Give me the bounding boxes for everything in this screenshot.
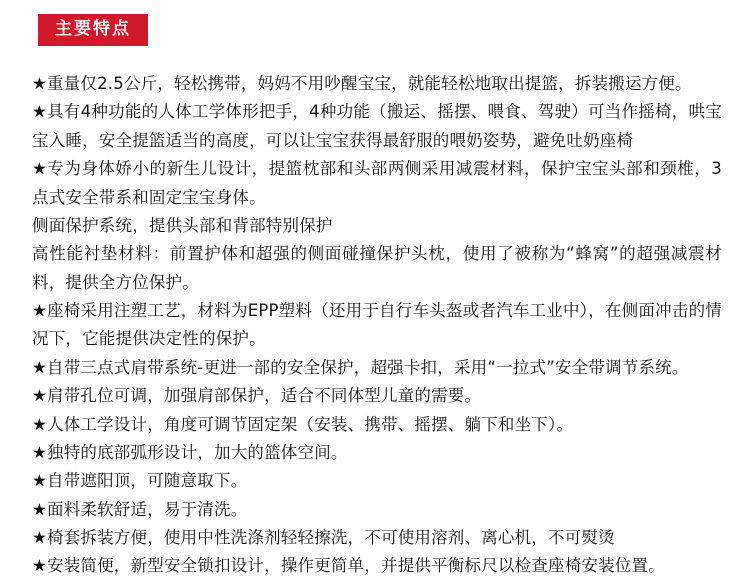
feature-line-marker: ★ <box>32 499 47 519</box>
feature-line-marker: ★ <box>32 357 47 377</box>
feature-line-marker: ★ <box>32 386 47 406</box>
feature-line-text: 安装简便，新型安全锁扣设计，操作更简单，并提供平衡标尺以检查座椅安装位置。 <box>47 556 665 576</box>
feature-line <box>32 467 722 495</box>
feature-line-marker: ★ <box>32 301 48 320</box>
feature-line-text: 人体工学设计，角度可调节固定架（安装、携带、摇摆、躺下和坐下）。 <box>47 414 574 434</box>
section-title-badge: 主要特点 <box>38 14 148 46</box>
feature-line <box>32 155 722 212</box>
feature-line-text: 面料柔软舒适，易于清洗。 <box>47 499 248 519</box>
feature-line-marker: ★ <box>32 556 47 576</box>
feature-line-marker: ★ <box>32 159 48 179</box>
feature-line-text: 椅套拆装方便，使用中性洗涤剂轻轻擦洗，不可使用溶剂、离心机，不可熨烫 <box>47 528 615 547</box>
feature-line-text: 独特的底部弧形设计，加大的篮体空间。 <box>47 442 348 462</box>
feature-line <box>32 354 722 382</box>
feature-line-marker: ★ <box>32 74 47 93</box>
feature-line-text: 肩带孔位可调，加强肩部保护，适合不同体型儿童的需要。 <box>47 386 482 406</box>
feature-line-text: 侧面保护系统，提供头部和背部特别保护 <box>32 215 333 235</box>
feature-line-text: 具有4种功能的人体工学体形把手，4种功能（搬运、摇摆、喂食、驾驶）可当作摇椅，哄宝宝入睡，安全提篮适当的高度，可以让宝宝获得最舒服的喂奶姿势，避免吐奶座椅 <box>32 102 722 150</box>
feature-line <box>32 382 722 410</box>
header <box>0 0 750 46</box>
feature-line <box>32 212 722 240</box>
feature-line <box>32 411 722 439</box>
feature-line-marker: ★ <box>32 471 47 491</box>
feature-line <box>32 70 722 98</box>
feature-line <box>32 297 722 354</box>
feature-line-text: 自带遮阳顶，可随意取下。 <box>47 471 248 491</box>
feature-line-marker: ★ <box>32 442 47 462</box>
feature-line-text: 座椅采用注塑工艺，材料为EPP塑料（还用于自行车头盔或者汽车工业中），在侧面冲击的情况下，它能提供决定性的保护。 <box>32 301 722 349</box>
feature-line <box>32 524 722 552</box>
feature-lines-container <box>0 46 750 581</box>
feature-line <box>32 98 722 155</box>
feature-line-text: 专为身体娇小的新生儿设计，提篮枕部和头部两侧采用减震材料，保护宝宝头部和颈椎，3点式安全带系和固定宝宝身体。 <box>32 159 723 207</box>
feature-line <box>32 552 722 580</box>
feature-line-text: 自带三点式肩带系统-更进一部的安全保护，超强卡扣，采用“一拉式”安全带调节系统。 <box>47 357 689 377</box>
feature-line <box>32 439 722 467</box>
feature-line <box>32 496 722 524</box>
feature-line-text: 高性能衬垫材料：前置护体和超强的侧面碰撞保护头枕，使用了被称为“蜂窝”的超强减震材料，提供全方位保护。 <box>32 244 722 292</box>
feature-line-marker: ★ <box>32 102 48 122</box>
feature-line-text: 重量仅2.5公斤，轻松携带，妈妈不用吵醒宝宝，就能轻松地取出提篮，拆装搬运方便。 <box>47 74 692 93</box>
feature-line-marker: ★ <box>32 414 47 434</box>
feature-line <box>32 240 722 297</box>
feature-line-marker: ★ <box>32 528 47 547</box>
